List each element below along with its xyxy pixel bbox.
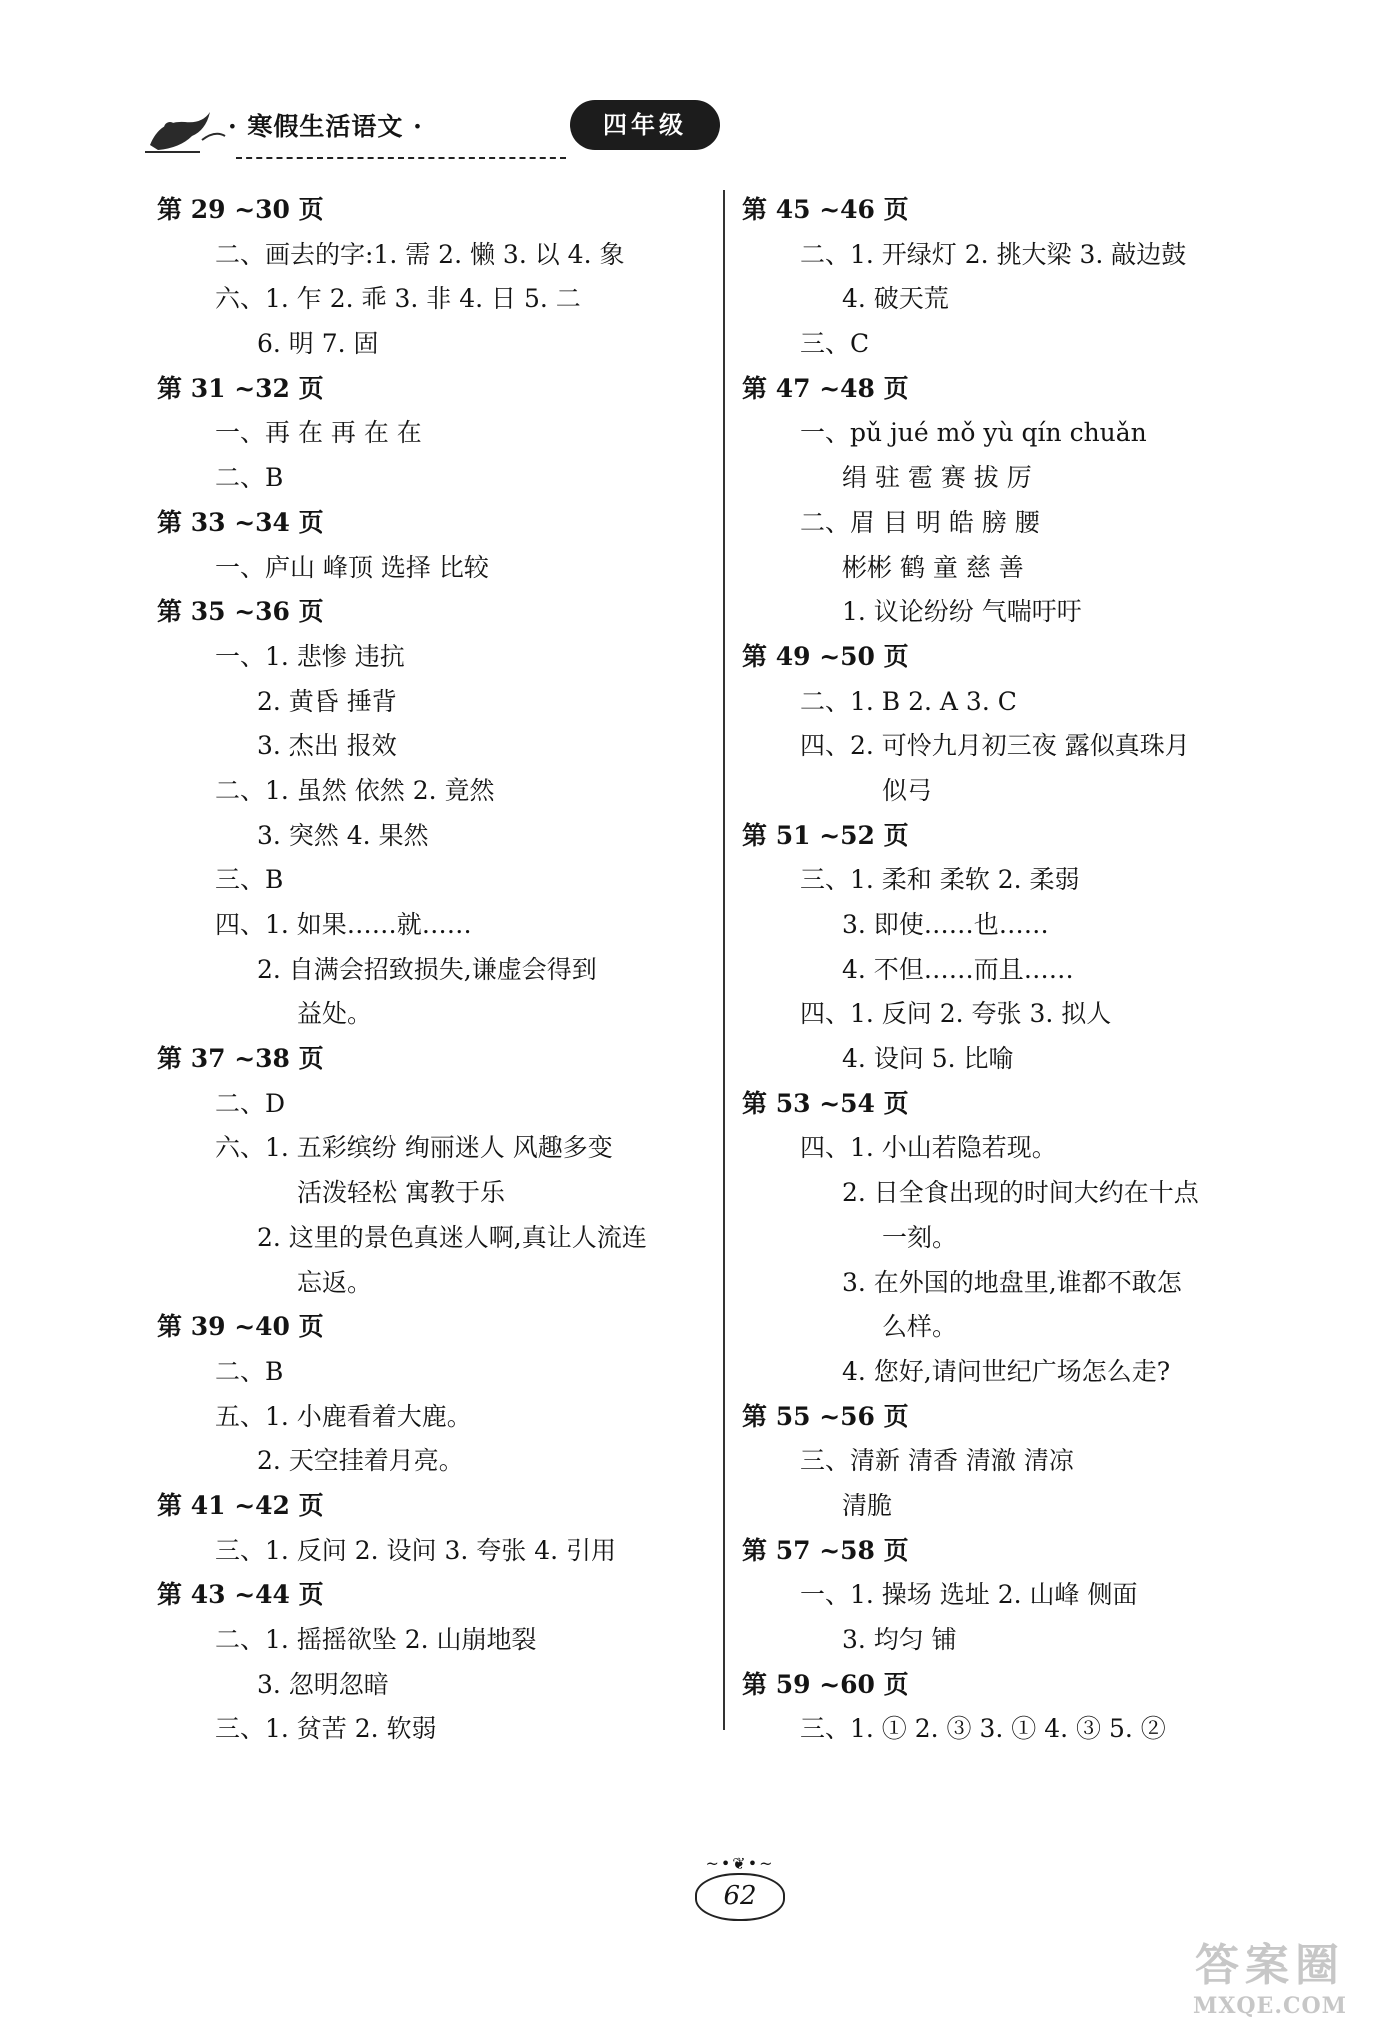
answer-line: 一刻。 (882, 1222, 958, 1252)
page-range-heading: 第 37 ~38 页 (157, 1044, 324, 1074)
answer-line: 二、眉 目 明 皓 膀 腰 (800, 507, 1040, 537)
watermark-logo-text: 答案圈 (1195, 1940, 1345, 1991)
answer-line: 2. 日全食出现的时间大约在十点 (842, 1178, 1199, 1208)
answer-line: 1. 议论纷纷 气喘吁吁 (842, 597, 1082, 627)
page-range-heading: 第 47 ~48 页 (742, 373, 909, 403)
answer-line: 3. 突然 4. 果然 (257, 820, 429, 850)
answer-line: 3. 杰出 报效 (257, 731, 397, 761)
answer-line: 2. 这里的景色真迷人啊,真让人流连 (257, 1222, 647, 1252)
answer-line: 3. 在外国的地盘里,谁都不敢怎 (842, 1267, 1182, 1297)
left-answer-column (157, 188, 717, 1752)
bird-illustration-icon (140, 100, 230, 160)
page-range-heading: 第 57 ~58 页 (742, 1535, 909, 1565)
answer-line: 4. 不但……而且…… (842, 954, 1074, 984)
column-divider (723, 190, 725, 1730)
page-range-heading: 第 51 ~52 页 (742, 820, 909, 850)
answer-line: 么样。 (882, 1312, 958, 1342)
page-range-heading: 第 59 ~60 页 (742, 1669, 909, 1699)
header-dashed-rule (236, 157, 566, 159)
answer-line: 六、1. 五彩缤纷 绚丽迷人 风趣多变 (215, 1133, 613, 1163)
answer-line: 二、1. 虽然 依然 2. 竟然 (215, 775, 495, 805)
answer-line: 二、1. 摇摇欲坠 2. 山崩地裂 (215, 1625, 537, 1654)
answer-line: 三、1. 柔和 柔软 2. 柔弱 (800, 865, 1080, 895)
page-range-heading: 第 29 ~30 页 (157, 195, 324, 224)
watermark (1180, 1940, 1360, 2030)
answer-line: 三、C (800, 329, 870, 359)
answer-line: 4. 设问 5. 比喻 (842, 1044, 1014, 1074)
answer-line: 2. 黄昏 捶背 (257, 686, 397, 716)
answer-line: 四、1. 如果……就…… (215, 910, 472, 939)
page-range-heading: 第 31 ~32 页 (157, 373, 324, 403)
answer-line: 三、清新 清香 清澈 清凉 (800, 1446, 1074, 1476)
book-title: · 寒假生活语文 · (228, 112, 423, 141)
answer-line: 3. 均匀 铺 (842, 1625, 957, 1654)
answer-line: 二、1. 开绿灯 2. 挑大梁 3. 敲边鼓 (800, 239, 1187, 269)
answer-line: 二、B (215, 1356, 284, 1386)
answer-line: 一、庐山 峰顶 选择 比较 (215, 552, 489, 582)
answer-line: 一、1. 悲惨 违抗 (215, 641, 405, 671)
page-range-heading: 第 53 ~54 页 (742, 1088, 909, 1118)
answer-line: 4. 您好,请问世纪广场怎么走? (842, 1356, 1171, 1386)
answer-line: 二、画去的字:1. 需 2. 懒 3. 以 4. 象 (215, 239, 625, 269)
footer-ornament-icon: ~•❦•~ (705, 1854, 775, 1873)
answer-line: 6. 明 7. 固 (257, 329, 379, 359)
page-number: 62 (695, 1873, 785, 1921)
answer-line: 清脆 (842, 1490, 893, 1520)
answer-line: 2. 自满会招致损失,谦虚会得到 (257, 954, 597, 984)
answer-line: 五、1. 小鹿看着大鹿。 (215, 1401, 472, 1431)
answer-line: 四、1. 小山若隐若现。 (800, 1133, 1057, 1163)
answer-line: 二、B (215, 463, 284, 493)
right-answer-column (742, 188, 1332, 1752)
answer-line: 活泼轻松 寓教于乐 (297, 1178, 505, 1208)
answer-line: 3. 即使……也…… (842, 910, 1049, 939)
page-header (140, 95, 687, 170)
page-range-heading: 第 41 ~42 页 (157, 1490, 324, 1520)
answer-line: 2. 天空挂着月亮。 (257, 1446, 464, 1476)
grade-badge: 四年级 (570, 100, 720, 150)
answer-line: 三、B (215, 865, 284, 895)
page-range-heading: 第 33 ~34 页 (157, 507, 324, 537)
answer-line: 似弓 (882, 775, 933, 805)
page-range-heading: 第 55 ~56 页 (742, 1401, 909, 1431)
page-range-heading: 第 45 ~46 页 (742, 195, 909, 224)
answer-line: 彬彬 鹤 童 慈 善 (842, 552, 1024, 582)
answer-line: 一、再 在 再 在 在 (215, 418, 422, 448)
answer-line: 六、1. 乍 2. 乖 3. 非 4. 日 5. 二 (215, 284, 581, 314)
answer-line: 三、1. 反问 2. 设问 3. 夸张 4. 引用 (215, 1535, 617, 1565)
answer-line: 一、pǔ jué mǒ yù qín chuǎn (800, 418, 1147, 448)
answer-line: 四、1. 反问 2. 夸张 3. 拟人 (800, 999, 1112, 1029)
answer-line: 四、2. 可怜九月初三夜 露似真珠月 (800, 731, 1190, 761)
page-footer (680, 1855, 800, 1925)
answer-line: 一、1. 操场 选址 2. 山峰 侧面 (800, 1580, 1138, 1610)
answer-line: 益处。 (297, 999, 373, 1029)
watermark-url: MXQE.COM (1192, 1993, 1348, 2019)
answer-line: 三、1. 贫苦 2. 软弱 (215, 1714, 437, 1744)
page-range-heading: 第 49 ~50 页 (742, 641, 909, 671)
page-range-heading: 第 43 ~44 页 (157, 1580, 324, 1610)
answer-line: 绢 驻 雹 赛 拔 厉 (842, 463, 1032, 493)
answer-line: 二、1. B 2. A 3. C (800, 686, 1017, 716)
page-range-heading: 第 35 ~36 页 (157, 597, 324, 627)
answer-line: 三、1. ① 2. ③ 3. ① 4. ③ 5. ② (800, 1714, 1166, 1744)
answer-line: 3. 忽明忽暗 (257, 1669, 389, 1699)
answer-line: 二、D (215, 1088, 286, 1118)
answer-line: 4. 破天荒 (842, 284, 949, 314)
page-range-heading: 第 39 ~40 页 (157, 1312, 324, 1342)
answer-line: 忘返。 (297, 1267, 373, 1297)
